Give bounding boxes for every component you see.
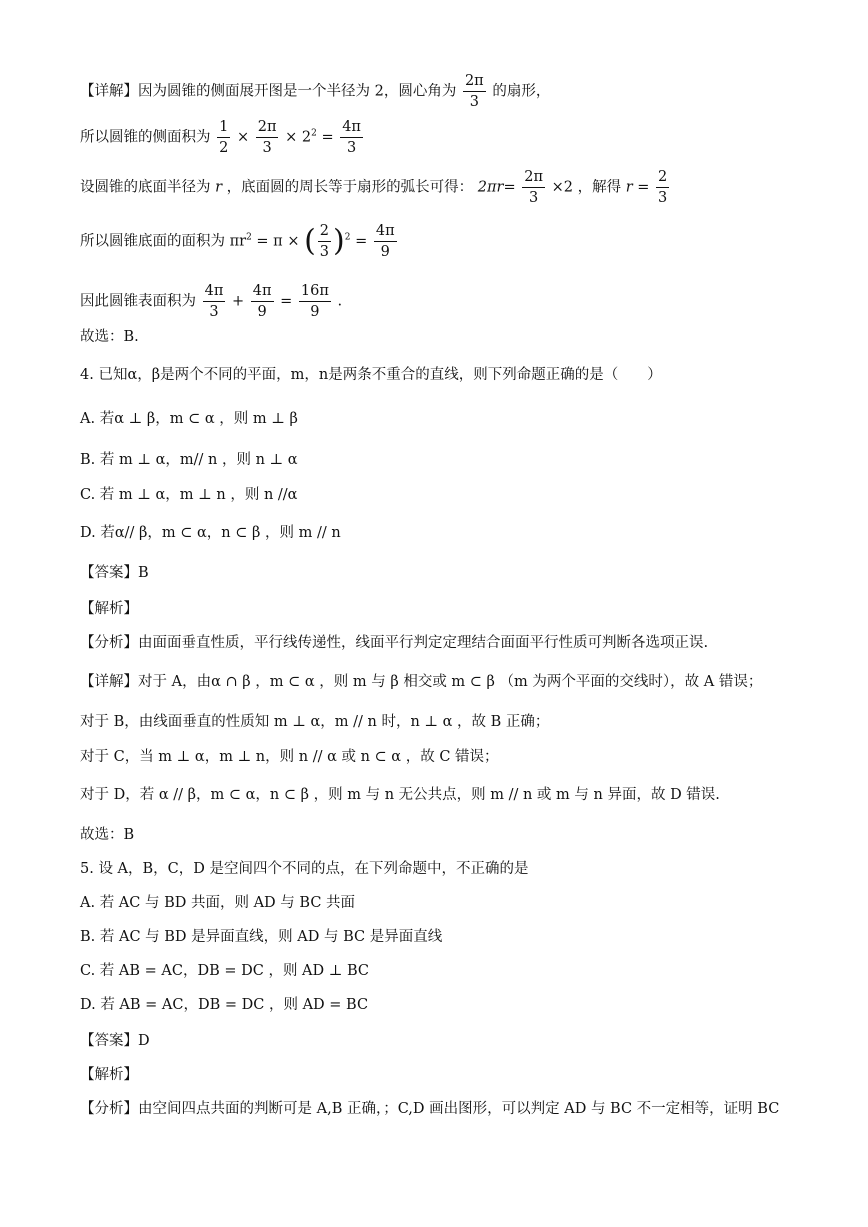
detail-c: 对于 C，当 m ⊥ α，m ⊥ n，则 n // α 或 n ⊂ α ，故 C 错误；: [80, 749, 499, 765]
fraction-4pi-9: $\frac{4\pi}{9}$: [375, 223, 395, 260]
fraction-2pi-3: $\frac{2\pi}{3}$: [257, 119, 277, 156]
solution-line-3: 设圆锥的底面半径为 r ，底面圆的周长等于扇形的弧长可得： 2πr= $\frac{2\pi}{3}$ ×2 ，解得 r = $\frac{2}{3}$: [80, 169, 668, 206]
solution-line-1: [80, 74, 808, 109]
option-d: D. 若α// β，m ⊂ α，n ⊂ β ，则 m // n: [80, 525, 341, 541]
q5-answer-label: 【答案】D: [80, 1033, 150, 1049]
fraction-4pi-3: $\frac{4\pi}{3}$: [204, 283, 224, 320]
fraction-2-3: $\frac{2}{3}$: [319, 223, 330, 260]
answer-choice-line: 故选：B.: [80, 329, 139, 345]
text-segment: ，解得: [577, 179, 622, 196]
text-segment: 设圆锥的底面半径为: [80, 179, 211, 196]
fraction-1-2: $\frac{1}{2}$: [219, 119, 229, 156]
fraction-16pi-9: $\frac{16\pi}{9}$: [300, 283, 329, 320]
fraction-4pi-9: $\frac{4\pi}{9}$: [252, 283, 272, 320]
text-segment: 的扇形，: [492, 83, 551, 100]
analysis-label: 【解析】: [80, 601, 138, 617]
detail-d: 对于 D，若 α // β，m ⊂ α，n ⊂ β ，则 m 与 n 无公共点，则 m // n 或 m 与 n 异面，故 D 错误.: [80, 787, 720, 803]
solution-line-2: 所以圆锥的侧面积为 $\frac{1}{2}$ × $\frac{2\pi}{3}$ × $2^2$ = $\frac{4\pi}{3}$: [80, 119, 361, 156]
q5-option-a: A. 若 AC 与 BD 共面，则 AD 与 BC 共面: [80, 895, 356, 911]
q5-option-b: B. 若 AC 与 BD 是异面直线，则 AD 与 BC 是异面直线: [80, 929, 443, 945]
answer-choice-line-2: 故选：B: [80, 827, 135, 843]
option-c: C. 若 m ⊥ α，m ⊥ n ，则 n //α: [80, 487, 298, 503]
q5-option-d: D. 若 AB = AC，DB = DC ，则 AD = BC: [80, 997, 369, 1013]
text-segment: ，底面圆的周长等于扇形的弧长可得：: [226, 179, 474, 196]
fraction-2pi-3: $\frac{2\pi}{3}$: [524, 169, 543, 206]
fraction-4pi-3: $\frac{4\pi}{3}$: [342, 119, 361, 156]
q5-analysis-text: 【分析】由空间四点共面的判断可是 A,B 正确，；C,D 画出图形，可以判定 AD 与 BC 不一定相等，证明 BC: [80, 1101, 780, 1117]
option-b: B. 若 m ⊥ α，m// n ，则 n ⊥ α: [80, 452, 298, 468]
text-segment: 因此圆锥表面积为: [80, 293, 196, 310]
answer-label: 【答案】B: [80, 565, 149, 581]
solution-line-4: 所以圆锥底面的面积为 $\pi r^2 = \pi$ × ( $\frac{2}{3}$ )$^2$ = $\frac{4\pi}{9}$: [80, 223, 395, 260]
option-a: A. 若α ⊥ β，m ⊂ α ，则 m ⊥ β: [80, 411, 298, 427]
analysis-text: 【分析】由面面垂直性质，平行线传递性，线面平行判定定理结合面面平行性质可判断各选项正误.: [80, 635, 709, 651]
solution-line-5: 因此圆锥表面积为 $\frac{4\pi}{3}$ + $\frac{4\pi}{9}$ = $\frac{16\pi}{9}$ .: [80, 283, 343, 320]
text-segment: 所以圆锥的侧面积为: [80, 129, 211, 146]
question-4: 4. 已知α，β是两个不同的平面，m，n是两条不重合的直线，则下列命题正确的是（ ）: [80, 367, 662, 383]
detail-a: 【详解】对于 A，由α ∩ β ，m ⊂ α ，则 m 与 β 相交或 m ⊂ β （m 为两个平面的交线时），故 A 错误；: [80, 674, 763, 690]
text-segment: 所以圆锥底面的面积为: [80, 233, 225, 250]
question-5: 5. 设 A，B，C，D 是空间四个不同的点，在下列命题中，不正确的是: [80, 861, 529, 877]
q5-analysis-label: 【解析】: [80, 1067, 138, 1083]
fraction-2pi-3: $\frac{2\pi}{3}$: [464, 73, 484, 110]
detail-b: 对于 B，由线面垂直的性质知 m ⊥ α，m // n 时，n ⊥ α ，故 B 正确；: [80, 714, 550, 730]
fraction-2-3: $\frac{2}{3}$: [658, 169, 668, 206]
text-segment: 【详解】因为圆锥的侧面展开图是一个半径为 2，圆心角为: [80, 83, 457, 100]
q5-option-c: C. 若 AB = AC，DB = DC ，则 AD ⊥ BC: [80, 963, 370, 979]
